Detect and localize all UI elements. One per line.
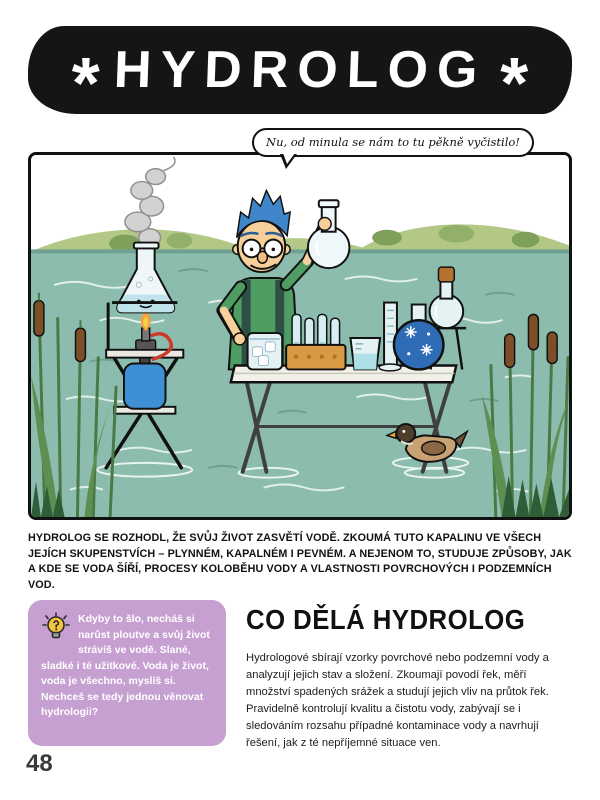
section-body: Hydrologové sbírají vzorky povrchové nebo podzemní vody a analyzují jejich stav a složení. Zkoumají povodí řek, měří množství spadených srážek a studují jejich vliv na průtok řek. Pravidelně kontrolují kvalitu a čistotu vody, zabývají se i sledováním rozsahu případné kontaminace vody a navrhují řešení, jak z té nepříjemné situace ven. [246, 652, 549, 750]
beaker [350, 338, 380, 369]
illustration-frame [28, 152, 572, 520]
tip-box [28, 600, 226, 746]
speech-text: Nu, od minula se nám to tu pěkně vyčistilo! [266, 135, 520, 149]
page-title: HYDROLOG [112, 41, 488, 99]
nose [257, 251, 267, 263]
section-heading: CO DĚLÁ HYDROLOG [246, 604, 526, 635]
gas-canister [124, 364, 166, 409]
ice-jar [248, 333, 283, 369]
hand [318, 217, 331, 230]
page-number: 48 [26, 750, 53, 777]
speech-bubble [252, 128, 534, 157]
lightbulb-icon [41, 612, 71, 642]
tip-text: Kdyby to šlo, necháš si narůst ploutve a svůj život strávíš ve vodě. Slané, sladké i té užitkové. Voda je život, voda je všechno, myslíš si. Nechceš se tedy jednou věnovat hydrologii? [41, 613, 210, 719]
title-banner: * HYDROLOG * [28, 26, 572, 114]
lake-scene-illustration [31, 155, 569, 517]
hand [234, 333, 246, 345]
intro-paragraph: HYDROLOG SE ROZHODL, ŽE SVŮJ ŽIVOT ZASVĚTÍ VODĚ. ZKOUMÁ TUTO KAPALINU VE VŠECH JEJÍCH SKUPENSTVÍCH – PLYNNÉM, KAPALNÉM I PEVNÉM. A NEJENOM TO, STUDUJE ZPŮSOBY, JAK A KDE SE VODA ŠÍŘÍ, PROCESY KOLOBĚHU VODY A VLASTNOSTI POVRCHOVÝCH I PODZEMNÍCH VOD. [28, 532, 572, 591]
